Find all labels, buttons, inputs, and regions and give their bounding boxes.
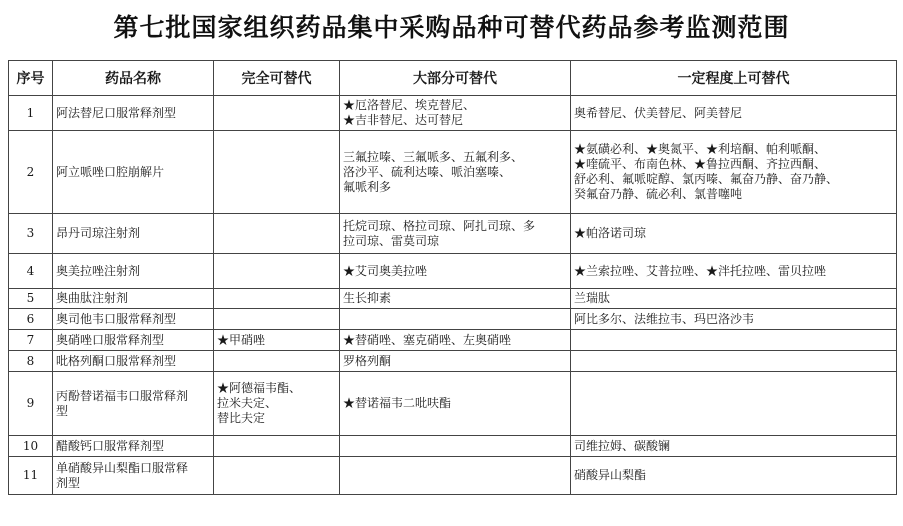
cell-full: ★阿德福韦酯、 拉米夫定、 替比夫定 [214, 372, 340, 436]
cell-drug-name: 奥美拉唑注射剂 [53, 254, 214, 289]
cell-full [214, 309, 340, 330]
cell-drug-name: 丙酚替诺福韦口服常释剂 型 [53, 372, 214, 436]
table-row [9, 254, 897, 289]
cell-full [214, 351, 340, 372]
cell-full [214, 214, 340, 254]
table-row [9, 372, 897, 436]
table-row [9, 131, 897, 214]
cell-some: 司维拉姆、碳酸镧 [571, 436, 897, 457]
substitute-drug-table [8, 60, 897, 495]
table-row [9, 457, 897, 495]
table-row [9, 96, 897, 131]
cell-most: ★艾司奥美拉唑 [340, 254, 571, 289]
cell-no: 5 [9, 289, 53, 309]
cell-most: 三氟拉嗪、三氟哌多、五氟利多、 洛沙平、硫利达嗪、哌泊塞嗪、 氟哌利多 [340, 131, 571, 214]
cell-drug-name: 阿立哌唑口腔崩解片 [53, 131, 214, 214]
cell-no: 1 [9, 96, 53, 131]
cell-most [340, 436, 571, 457]
cell-no: 3 [9, 214, 53, 254]
cell-drug-name: 吡格列酮口服常释剂型 [53, 351, 214, 372]
table-row [9, 330, 897, 351]
cell-drug-name: 奥司他韦口服常释剂型 [53, 309, 214, 330]
header-drug-name: 药品名称 [53, 61, 214, 96]
cell-some [571, 330, 897, 351]
cell-no: 7 [9, 330, 53, 351]
cell-no: 10 [9, 436, 53, 457]
cell-some: 奥希替尼、伏美替尼、阿美替尼 [571, 96, 897, 131]
table-row [9, 214, 897, 254]
cell-some: ★氨磺必利、★奥氮平、★利培酮、帕利哌酮、 ★喹硫平、布南色林、★鲁拉西酮、齐拉西酮、 舒必利、氟哌啶醇、氯丙嗪、氟奋乃静、奋乃静、 癸氟奋乃静、硫必利、氯普噻吨 [571, 131, 897, 214]
cell-some: ★兰索拉唑、艾普拉唑、★泮托拉唑、雷贝拉唑 [571, 254, 897, 289]
cell-drug-name: 奥曲肽注射剂 [53, 289, 214, 309]
cell-full [214, 96, 340, 131]
header-mostly-substitutable: 大部分可替代 [340, 61, 571, 96]
cell-most [340, 457, 571, 495]
table-row [9, 351, 897, 372]
cell-most [340, 309, 571, 330]
cell-some: 兰瑞肽 [571, 289, 897, 309]
cell-full [214, 131, 340, 214]
cell-drug-name: 奥硝唑口服常释剂型 [53, 330, 214, 351]
header-partly-substitutable: 一定程度上可替代 [571, 61, 897, 96]
cell-some [571, 351, 897, 372]
cell-no: 11 [9, 457, 53, 495]
cell-most: 托烷司琼、格拉司琼、阿扎司琼、多 拉司琼、雷莫司琼 [340, 214, 571, 254]
cell-most: 罗格列酮 [340, 351, 571, 372]
header-fully-substitutable: 完全可替代 [214, 61, 340, 96]
header-serial-no: 序号 [9, 61, 53, 96]
cell-no: 6 [9, 309, 53, 330]
cell-drug-name: 醋酸钙口服常释剂型 [53, 436, 214, 457]
cell-full [214, 436, 340, 457]
cell-no: 2 [9, 131, 53, 214]
cell-full [214, 254, 340, 289]
table-row [9, 436, 897, 457]
cell-no: 9 [9, 372, 53, 436]
cell-drug-name: 单硝酸异山梨酯口服常释 剂型 [53, 457, 214, 495]
table-header-row [9, 61, 897, 96]
cell-most: ★替诺福韦二吡呋酯 [340, 372, 571, 436]
cell-some [571, 372, 897, 436]
cell-most: ★厄洛替尼、埃克替尼、 ★吉非替尼、达可替尼 [340, 96, 571, 131]
document-title: 第七批国家组织药品集中采购品种可替代药品参考监测范围 [113, 13, 790, 42]
cell-full: ★甲硝唑 [214, 330, 340, 351]
cell-full [214, 457, 340, 495]
cell-drug-name: 昂丹司琼注射剂 [53, 214, 214, 254]
table-row [9, 309, 897, 330]
cell-no: 4 [9, 254, 53, 289]
cell-drug-name: 阿法替尼口服常释剂型 [53, 96, 214, 131]
cell-full [214, 289, 340, 309]
cell-most: ★替硝唑、塞克硝唑、左奥硝唑 [340, 330, 571, 351]
cell-no: 8 [9, 351, 53, 372]
cell-some: ★帕洛诺司琼 [571, 214, 897, 254]
cell-some: 阿比多尔、法维拉韦、玛巴洛沙韦 [571, 309, 897, 330]
cell-some: 硝酸异山梨酯 [571, 457, 897, 495]
table-row [9, 289, 897, 309]
cell-most: 生长抑素 [340, 289, 571, 309]
